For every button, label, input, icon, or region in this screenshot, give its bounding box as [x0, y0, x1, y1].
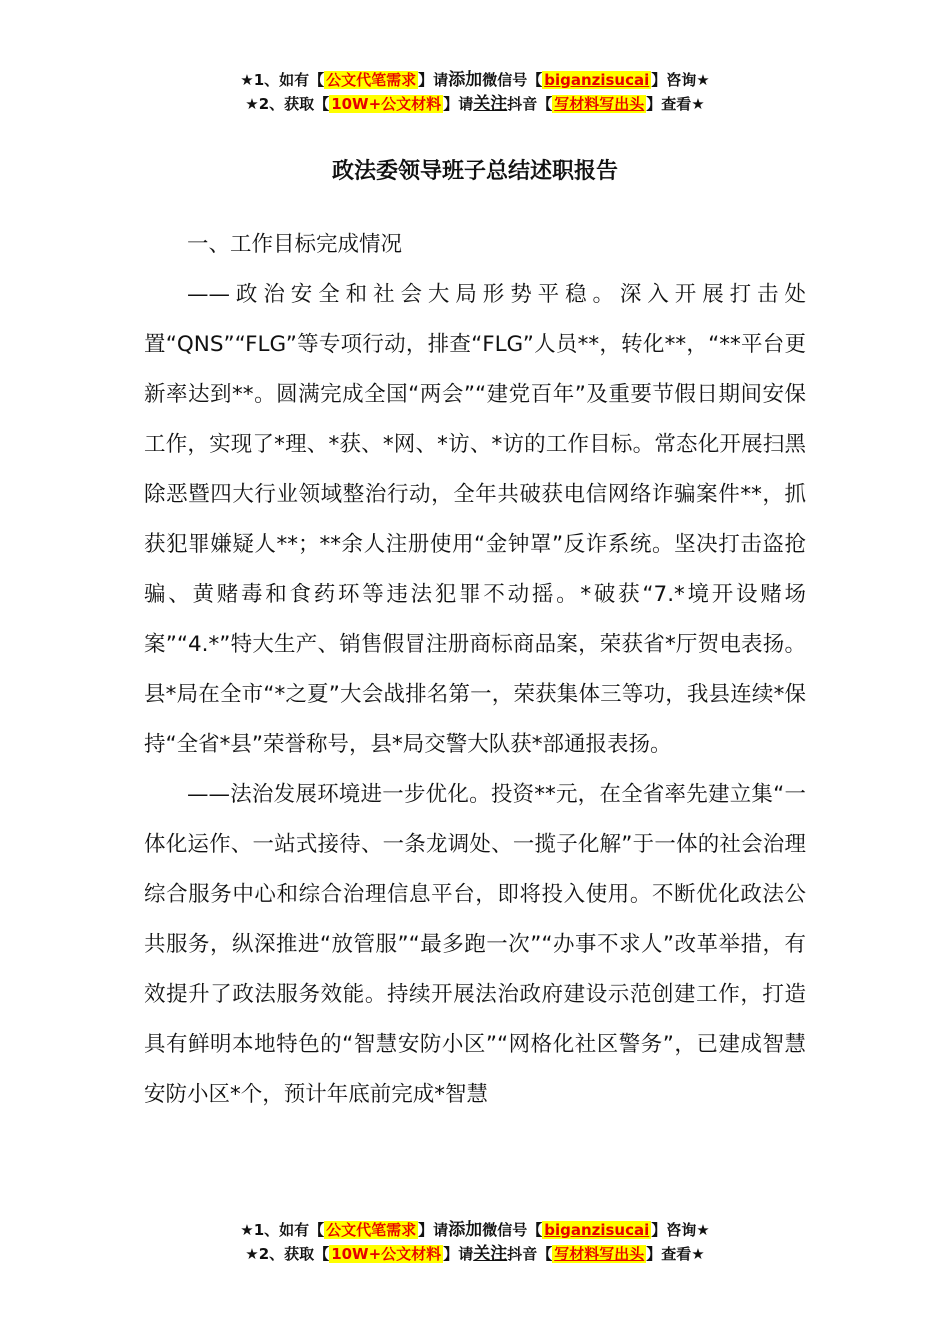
banner-highlight-douyin-id: 写材料写出头 [554, 1245, 645, 1263]
banner-text: 抖音【 [507, 1245, 553, 1263]
banner-text: 微信号【 [482, 1221, 543, 1239]
banner-text: 】查看★ [646, 1245, 705, 1263]
document-body [144, 220, 806, 1120]
banner-highlight-wechat-id: biganzisucai [544, 1221, 650, 1239]
header-banner [0, 68, 950, 116]
footer-banner-line-2 [0, 1242, 950, 1266]
banner-text: 抖音【 [507, 95, 553, 113]
banner-emphasis: 添加 [448, 1220, 483, 1240]
footer-banner-line-1 [0, 1218, 950, 1242]
banner-text: 微信号【 [482, 71, 543, 89]
body-paragraph: ——法治发展环境进一步优化。投资**元，在全省率先建立集“一体化运作、一站式接待、一条龙调处、一揽子化解”于一体的社会治理综合服务中心和综合治理信息平台，即将投入使用。不断优化政法公共服务，纵深推进“放管服”“最多跑一次”“办事不求人”改革举措，有效提升了政法服务效能。持续开展法治政府建设示范创建工作，打造具有鲜明本地特色的“智慧安防小区”“网格化社区警务”，已建成智慧安防小区*个，预计年底前完成*智慧 [144, 782, 806, 1107]
banner-text: 】请 [418, 1221, 449, 1239]
banner-text: 】咨询★ [651, 1221, 710, 1239]
banner-highlight-writing-service: 公文代笔需求 [326, 1221, 417, 1239]
banner-text: 】请 [443, 95, 474, 113]
banner-emphasis: 关注 [473, 1244, 508, 1264]
banner-text: 】请 [418, 71, 449, 89]
banner-text: 】咨询★ [651, 71, 710, 89]
banner-emphasis: 添加 [448, 70, 483, 90]
header-banner-line-1 [0, 68, 950, 92]
body-paragraph: ——政治安全和社会大局形势平稳。深入开展打击处置“QNS”“FLG”等专项行动，排查“FLG”人员**，转化**，“**平台更新率达到**。圆满完成全国“两会”“建党百年”及重要节假日期间安保工作，实现了*理、*获、*网、*访、*访的工作目标。常态化开展扫黑除恶暨四大行业领域整治行动，全年共破获电信网络诈骗案件**，抓获犯罪嫌疑人**；**余人注册使用“金钟罩”反诈系统。坚决打击盗抢骗、黄赌毒和食药环等违法犯罪不动摇。*破获“7.*境开设赌场案”“4.*”特大生产、销售假冒注册商标商品案，荣获省*厅贺电表扬。县*局在全市“*之夏”大会战排名第一，荣获集体三等功，我县连续*保持“全省*县”荣誉称号，县*局交警大队获*部通报表扬。 [144, 282, 806, 757]
banner-text: 】请 [443, 1245, 474, 1263]
document-title: 政法委领导班子总结述职报告 [331, 159, 618, 184]
banner-text: ★2、获取【 [245, 95, 330, 113]
banner-highlight-materials: 10W+公文材料 [331, 95, 442, 113]
banner-highlight-materials: 10W+公文材料 [331, 1245, 442, 1263]
banner-highlight-douyin-id: 写材料写出头 [554, 95, 645, 113]
banner-text: ★1、如有【 [240, 71, 325, 89]
banner-text: ★1、如有【 [240, 1221, 325, 1239]
banner-highlight-writing-service: 公文代笔需求 [326, 71, 417, 89]
section-heading: 一、工作目标完成情况 [187, 232, 403, 257]
footer-banner [0, 1218, 950, 1266]
banner-emphasis: 关注 [473, 94, 508, 114]
header-banner-line-2 [0, 92, 950, 116]
banner-text: 】查看★ [646, 95, 705, 113]
banner-highlight-wechat-id: biganzisucai [544, 71, 650, 89]
banner-text: ★2、获取【 [245, 1245, 330, 1263]
